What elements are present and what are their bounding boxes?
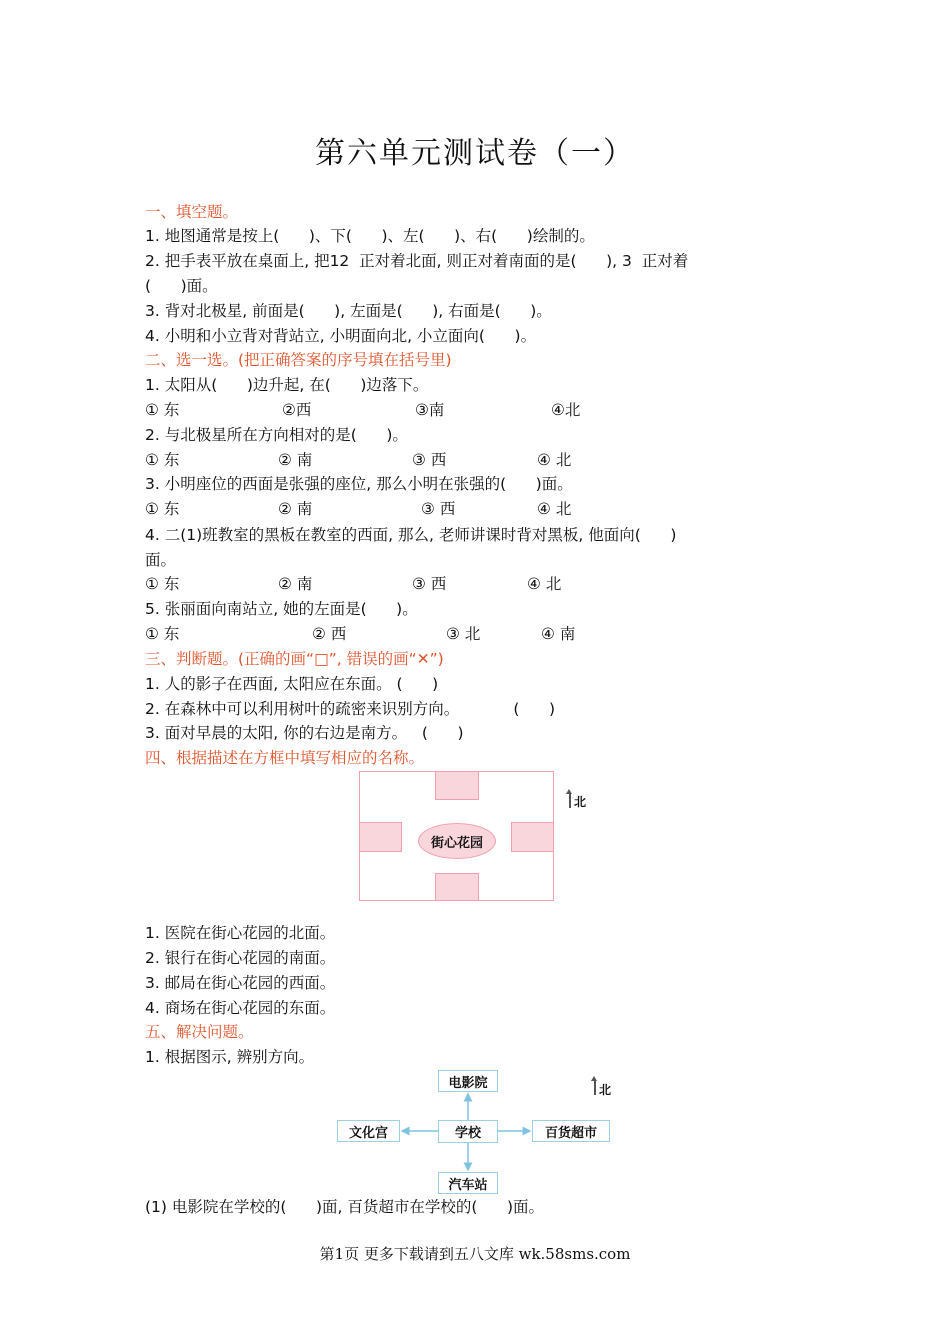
s5-q1: 1. 根据图示, 辨别方向。 (145, 1048, 315, 1066)
garden-center-label: 街心花园 (418, 823, 496, 859)
s5-q1-sub1: (1) 电影院在学校的( )面, 百货超市在学校的( )面。 (145, 1198, 545, 1216)
map-north-label: 北 (599, 1083, 612, 1097)
s2-q4b: 面。 (145, 551, 177, 569)
s2-q4-option-2: ② 南 (278, 575, 313, 593)
s4-q3: 3. 邮局在街心花园的西面。 (145, 974, 336, 992)
map-node-bus-station: 汽车站 (438, 1172, 498, 1194)
section4-heading: 四、根据描述在方框中填写相应的名称。 (145, 749, 425, 767)
s3-q1: 1. 人的影子在西面, 太阳应在东面。 ( ) (145, 675, 439, 693)
s2-q2-option-3: ③ 西 (412, 451, 447, 469)
page-title: 第六单元测试卷（一） (315, 136, 635, 171)
s2-q4a: 4. 二(1)班教室的黑板在教室的西面, 那么, 老师讲课时背对黑板, 他面向( ) (145, 526, 677, 544)
s2-q3-option-1: ① 东 (145, 500, 180, 518)
section2-heading: 二、选一选。(把正确答案的序号填在括号里) (145, 351, 452, 369)
section3-heading: 三、判断题。(正确的画“□”, 错误的画“✕”) (145, 650, 444, 668)
s1-q2b: ( )面。 (145, 277, 218, 295)
s3-q3: 3. 面对早晨的太阳, 你的右边是南方。 ( ) (145, 724, 464, 742)
s1-q1: 1. 地图通常是按上( )、下( )、左( )、右( )绘制的。 (145, 227, 595, 245)
s3-q2: 2. 在森林中可以利用树叶的疏密来识别方向。 ( ) (145, 700, 556, 718)
s2-q2: 2. 与北极星所在方向相对的是( )。 (145, 426, 408, 444)
s1-q4: 4. 小明和小立背对背站立, 小明面向北, 小立面向( )。 (145, 327, 537, 345)
s2-q5-option-2: ② 西 (312, 625, 347, 643)
s2-q5: 5. 张丽面向南站立, 她的左面是( )。 (145, 600, 418, 618)
s4-q2: 2. 银行在街心花园的南面。 (145, 949, 336, 967)
s2-q5-option-3: ③ 北 (446, 625, 481, 643)
s2-q3-option-2: ② 南 (278, 500, 313, 518)
s1-q3: 3. 背对北极星, 前面是( ), 左面是( ), 右面是( )。 (145, 302, 552, 320)
s2-q1-option-3: ③南 (415, 401, 445, 419)
map-node-supermarket: 百货超市 (532, 1120, 610, 1142)
s2-q3-option-3: ③ 西 (421, 500, 456, 518)
s2-q5-option-4: ④ 南 (541, 625, 576, 643)
s2-q2-option-4: ④ 北 (537, 451, 572, 469)
s2-q3: 3. 小明座位的西面是张强的座位, 那么小明在张强的( )面。 (145, 475, 573, 493)
s4-q1: 1. 医院在街心花园的北面。 (145, 924, 336, 942)
map-node-culture-palace: 文化宫 (337, 1120, 400, 1142)
s2-q2-option-1: ① 东 (145, 451, 180, 469)
map-node-school: 学校 (438, 1120, 498, 1143)
s2-q4-option-3: ③ 西 (412, 575, 447, 593)
s2-q4-option-4: ④ 北 (527, 575, 562, 593)
map-node-cinema: 电影院 (438, 1070, 498, 1092)
s2-q5-option-1: ① 东 (145, 625, 180, 643)
s2-q3-option-4: ④ 北 (537, 500, 572, 518)
page-footer: 第1页 更多下载请到五八文库 wk.58sms.com (319, 1245, 631, 1263)
section1-heading: 一、填空题。 (145, 203, 239, 221)
s4-q4: 4. 商场在街心花园的东面。 (145, 999, 336, 1017)
section5-heading: 五、解决问题。 (145, 1023, 254, 1041)
s2-q1-option-1: ① 东 (145, 401, 180, 419)
north-label: 北 (574, 795, 587, 809)
s2-q1-option-2: ②西 (282, 401, 312, 419)
s1-q2a: 2. 把手表平放在桌面上, 把12 正对着北面, 则正对着南面的是( ), 3 正对着 (145, 252, 689, 270)
s2-q2-option-2: ② 南 (278, 451, 313, 469)
s2-q4-option-1: ① 东 (145, 575, 180, 593)
s2-q1-option-4: ④北 (551, 401, 581, 419)
s2-q1: 1. 太阳从( )边升起, 在( )边落下。 (145, 376, 429, 394)
map-north-arrow-icon (594, 1080, 596, 1095)
